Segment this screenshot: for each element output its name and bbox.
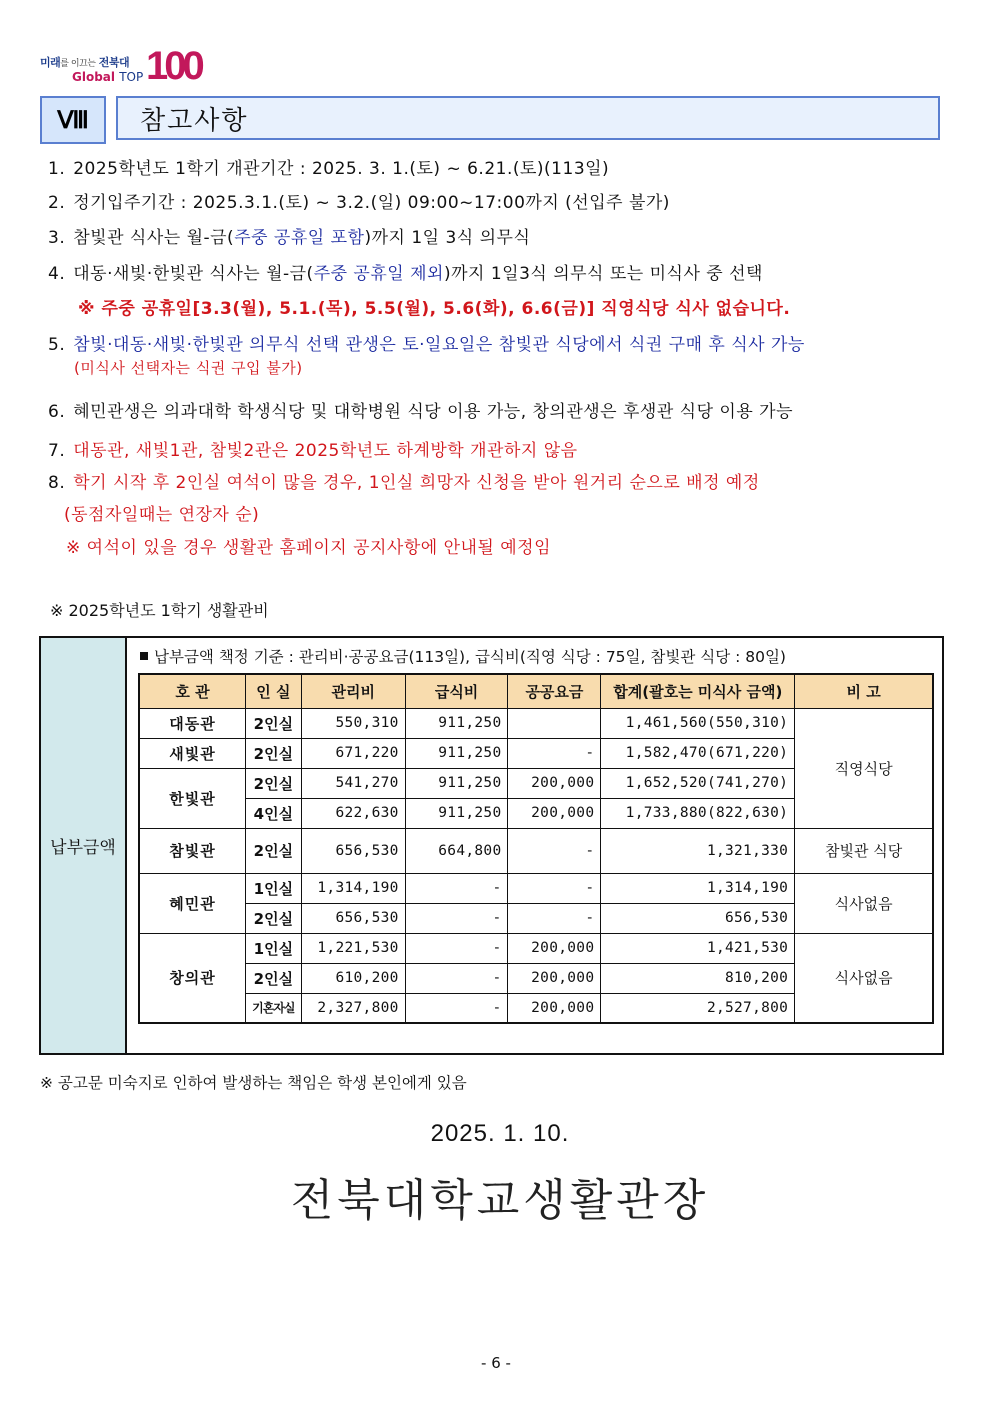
university-logo <box>40 46 215 92</box>
section-header <box>40 96 944 144</box>
total-cell: 1,461,560(550,310) <box>601 708 795 738</box>
room-cell: 기혼자실 <box>245 993 301 1023</box>
total-cell: 1,321,330 <box>601 828 795 873</box>
total-cell: 1,582,470(671,220) <box>601 738 795 768</box>
mgmt-cell: 656,530 <box>301 903 405 933</box>
mgmt-cell: 656,530 <box>301 828 405 873</box>
table-row <box>139 708 933 738</box>
section-number: Ⅷ <box>40 96 106 144</box>
header-mgmt: 관리비 <box>301 674 405 708</box>
meal-cell: 911,250 <box>405 798 508 828</box>
meal-cell: 911,250 <box>405 708 508 738</box>
header-room: 인 실 <box>245 674 301 708</box>
list-item-5: 5. 참빛·대동·새빛·한빛관 의무식 선택 관생은 토·일요일은 참빛관 식당에서 식권 구매 후 식사 가능 <box>48 335 805 355</box>
meal-cell: - <box>405 903 508 933</box>
table-header-row <box>139 674 933 708</box>
header-total: 합계(괄호는 미식사 금액) <box>601 674 795 708</box>
room-cell: 4인실 <box>245 798 301 828</box>
mgmt-cell: 1,314,190 <box>301 873 405 903</box>
util-cell: - <box>508 873 601 903</box>
list-item-6: 6. 혜민관생은 의과대학 학생식당 및 대학병원 식당 이용 가능, 창의관생은 후생관 식당 이용 가능 <box>48 402 794 422</box>
room-cell: 1인실 <box>245 873 301 903</box>
square-bullet-icon <box>140 652 148 660</box>
remark-cell: 참빛관 식당 <box>795 828 933 873</box>
total-cell: 1,652,520(741,270) <box>601 768 795 798</box>
disclaimer: ※ 공고문 미숙지로 인하여 발생하는 책임은 학생 본인에게 있음 <box>40 1074 467 1092</box>
header-hall: 호 관 <box>139 674 245 708</box>
hall-cell: 대동관 <box>139 708 245 738</box>
util-cell: 200,000 <box>508 798 601 828</box>
meal-cell: - <box>405 993 508 1023</box>
fees-title: ※ 2025학년도 1학기 생활관비 <box>50 601 269 620</box>
meal-cell: 911,250 <box>405 738 508 768</box>
list-item-8-note: ※ 여석이 있을 경우 생활관 홈페이지 공지사항에 안내될 예정임 <box>66 538 552 558</box>
meal-cell: - <box>405 873 508 903</box>
room-cell: 2인실 <box>245 768 301 798</box>
mgmt-cell: 622,630 <box>301 798 405 828</box>
header-util: 공공요금 <box>508 674 601 708</box>
total-cell: 810,200 <box>601 963 795 993</box>
table-row <box>139 873 933 903</box>
hall-cell: 창의관 <box>139 933 245 1023</box>
fees-table <box>138 673 934 1024</box>
list-item-4: 4. 대동·새빛·한빛관 식사는 월-금(주중 공휴일 제외)까지 1일3식 의무식 또는 미식사 중 선택 <box>48 264 763 284</box>
hall-cell: 혜민관 <box>139 873 245 933</box>
remark-cell: 식사없음 <box>795 933 933 1023</box>
total-cell: 1,733,880(822,630) <box>601 798 795 828</box>
meal-cell: - <box>405 963 508 993</box>
util-cell: 200,000 <box>508 933 601 963</box>
total-cell: 656,530 <box>601 903 795 933</box>
section-title: 참고사항 <box>116 96 940 140</box>
mgmt-cell: 610,200 <box>301 963 405 993</box>
remark-cell: 식사없음 <box>795 873 933 933</box>
table-row <box>139 933 933 963</box>
signer: 전북대학교생활관장 <box>290 1175 710 1226</box>
mgmt-cell: 671,220 <box>301 738 405 768</box>
mgmt-cell: 541,270 <box>301 768 405 798</box>
remark-cell: 직영식당 <box>795 708 933 828</box>
util-cell: 200,000 <box>508 963 601 993</box>
mgmt-cell: 550,310 <box>301 708 405 738</box>
header-meal: 급식비 <box>405 674 508 708</box>
util-cell: - <box>508 738 601 768</box>
meal-cell: 664,800 <box>405 828 508 873</box>
util-cell: 200,000 <box>508 993 601 1023</box>
mgmt-cell: 1,221,530 <box>301 933 405 963</box>
meal-cell: - <box>405 933 508 963</box>
room-cell: 2인실 <box>245 963 301 993</box>
list-item-5-sub: (미식사 선택자는 식권 구입 불가) <box>74 359 303 377</box>
hall-cell: 한빛관 <box>139 768 245 828</box>
logo-100: 100 <box>146 44 201 88</box>
room-cell: 2인실 <box>245 828 301 873</box>
room-cell: 2인실 <box>245 708 301 738</box>
header-remark: 비 고 <box>795 674 933 708</box>
list-item-8-sub: (동점자일때는 연장자 순) <box>64 505 260 525</box>
hall-cell: 참빛관 <box>139 828 245 873</box>
fees-side-label: 납부금액 <box>41 638 127 1053</box>
room-cell: 2인실 <box>245 738 301 768</box>
total-cell: 1,314,190 <box>601 873 795 903</box>
util-cell <box>508 708 601 738</box>
table-row <box>139 828 933 873</box>
total-cell: 1,421,530 <box>601 933 795 963</box>
util-cell: - <box>508 903 601 933</box>
list-item-2: 2. 정기입주기간 : 2025.3.1.(토) ~ 3.2.(일) 09:00~17:00까지 (선입주 불가) <box>48 193 670 213</box>
total-cell: 2,527,800 <box>601 993 795 1023</box>
holiday-note: ※ 주중 공휴일[3.3(월), 5.1.(목), 5.5(월), 5.6(화), 6.6(금)] 직영식당 식사 없습니다. <box>78 299 791 319</box>
mgmt-cell: 2,327,800 <box>301 993 405 1023</box>
room-cell: 2인실 <box>245 903 301 933</box>
meal-cell: 911,250 <box>405 768 508 798</box>
page-number: - 6 - <box>481 1354 511 1372</box>
list-item-3: 3. 참빛관 식사는 월-금(주중 공휴일 포함)까지 1일 3식 의무식 <box>48 228 531 248</box>
list-item-7: 7. 대동관, 새빛1관, 참빛2관은 2025학년도 하계방학 개관하지 않음 <box>48 441 578 461</box>
util-cell: 200,000 <box>508 768 601 798</box>
notice-date: 2025. 1. 10. <box>430 1120 570 1147</box>
list-item-1: 1. 2025학년도 1학기 개관기간 : 2025. 3. 1.(토) ~ 6.21.(토)(113일) <box>48 159 610 179</box>
room-cell: 1인실 <box>245 933 301 963</box>
fees-basis: 납부금액 책정 기준 : 관리비·공공요금(113일), 급식비(직영 식당 : 75일, 참빛관 식당 : 80일) <box>140 645 786 667</box>
logo-tagline: 미래를 이끄는 전북대 <box>40 56 130 69</box>
list-item-8: 8. 학기 시작 후 2인실 여석이 많을 경우, 1인실 희망자 신청을 받아 원거리 순으로 배정 예정 <box>48 473 760 493</box>
hall-cell: 새빛관 <box>139 738 245 768</box>
logo-global-top: Global TOP <box>72 70 144 84</box>
util-cell: - <box>508 828 601 873</box>
